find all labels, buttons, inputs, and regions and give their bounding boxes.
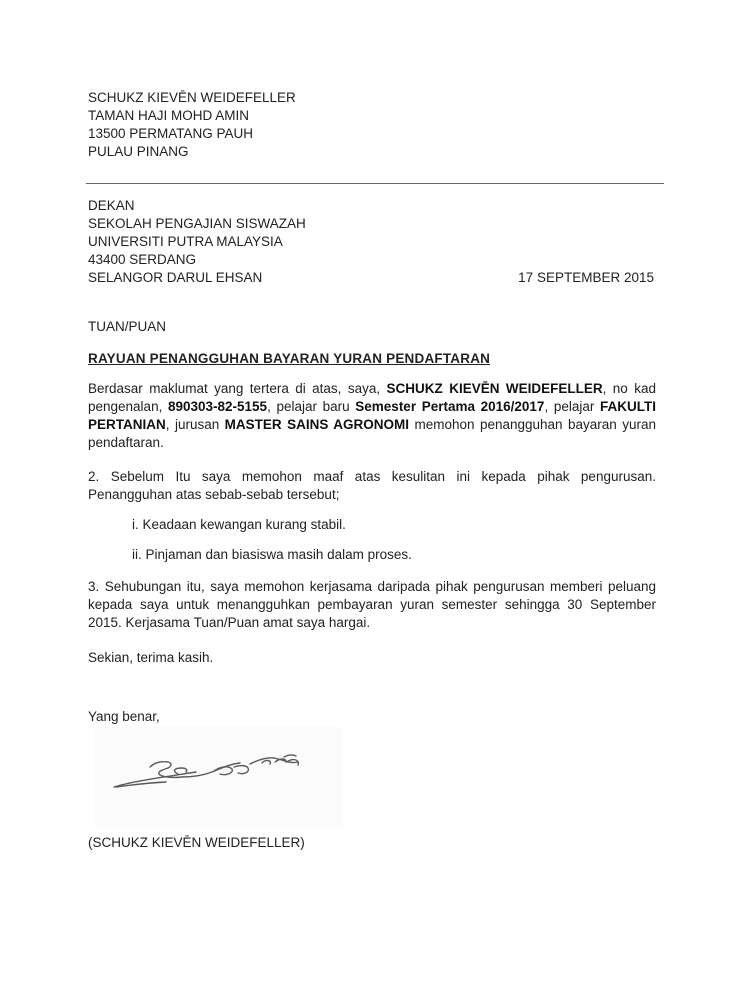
sender-address-line1: TAMAN HAJI MOHD AMIN (88, 108, 250, 123)
recipient-line3: UNIVERSITI PUTRA MALAYSIA (88, 234, 283, 249)
paragraph-1-text-d: , pelajar (544, 399, 601, 414)
faculty: FAKULTI PERTANIAN (88, 399, 657, 432)
sender-address (88, 89, 296, 161)
handwritten-signature (94, 727, 342, 827)
paragraph-1-text-c: , pelajar baru (267, 399, 356, 414)
paragraph-2: 2. Sebelum Itu saya memohon maaf atas kesulitan ini kepada pihak pengurusan. Penangguhan atas sebab-sebab tersebut; (88, 469, 656, 502)
paragraph-1-text-a: Berdasar maklumat yang tertera di atas, saya, (88, 381, 387, 396)
ic-number: 890303-82-5155 (167, 399, 268, 414)
paragraph-1-text-b: , no kad pengenalan, (88, 381, 656, 414)
paragraph-3: 3. Sehubungan itu, saya memohon kerjasama daripada pihak pengurusan memberi peluang kepada saya untuk menangguhkan pembayaran yuran semester sehingga 30 September 2015. Kerjasama Tuan/Puan amat saya hargai. (88, 579, 656, 630)
recipient-line4: 43400 SERDANG (88, 252, 197, 267)
signature-icon (94, 727, 342, 827)
letter-date: 17 SEPTEMBER 2015 (518, 270, 654, 285)
subject-heading: RAYUAN PENANGGUHAN BAYARAN YURAN PENDAFTARAN (88, 351, 491, 366)
recipient-line2: SEKOLAH PENGAJIAN SISWAZAH (88, 216, 306, 231)
reason-item-1: i. Keadaan kewangan kurang stabil. (132, 517, 346, 532)
semester: Semester Pertama 2016/2017 (355, 399, 545, 414)
paragraph-4: Sekian, terima kasih. (88, 650, 214, 665)
paragraph-1-text-e: , jurusan (165, 417, 225, 432)
letter-page (88, 89, 664, 949)
closing-phrase: Yang benar, (88, 709, 160, 724)
recipient-line5: SELANGOR DARUL EHSAN (88, 270, 263, 285)
recipient-line1: DEKAN (88, 198, 135, 213)
student-name: SCHUKZ KIEVĒN WEIDEFELLER (386, 381, 603, 396)
sender-name: SCHUKZ KIEVĒN WEIDEFELLER (88, 90, 296, 105)
paragraph-1 (88, 380, 656, 452)
paragraph-1-text-f: memohon penangguhan bayaran yuran pendaftaran. (88, 417, 656, 450)
salutation: TUAN/PUAN (88, 319, 167, 334)
recipient-address (88, 197, 656, 287)
header-divider (86, 183, 664, 184)
sender-address-line2: 13500 PERMATANG PAUH (88, 126, 254, 141)
signatory-name: (SCHUKZ KIEVĒN WEIDEFELLER) (88, 835, 305, 850)
program: MASTER SAINS AGRONOMI (224, 417, 410, 432)
sender-address-line3: PULAU PINANG (88, 144, 189, 159)
reason-item-2: ii. Pinjaman dan biasiswa masih dalam proses. (132, 547, 412, 562)
